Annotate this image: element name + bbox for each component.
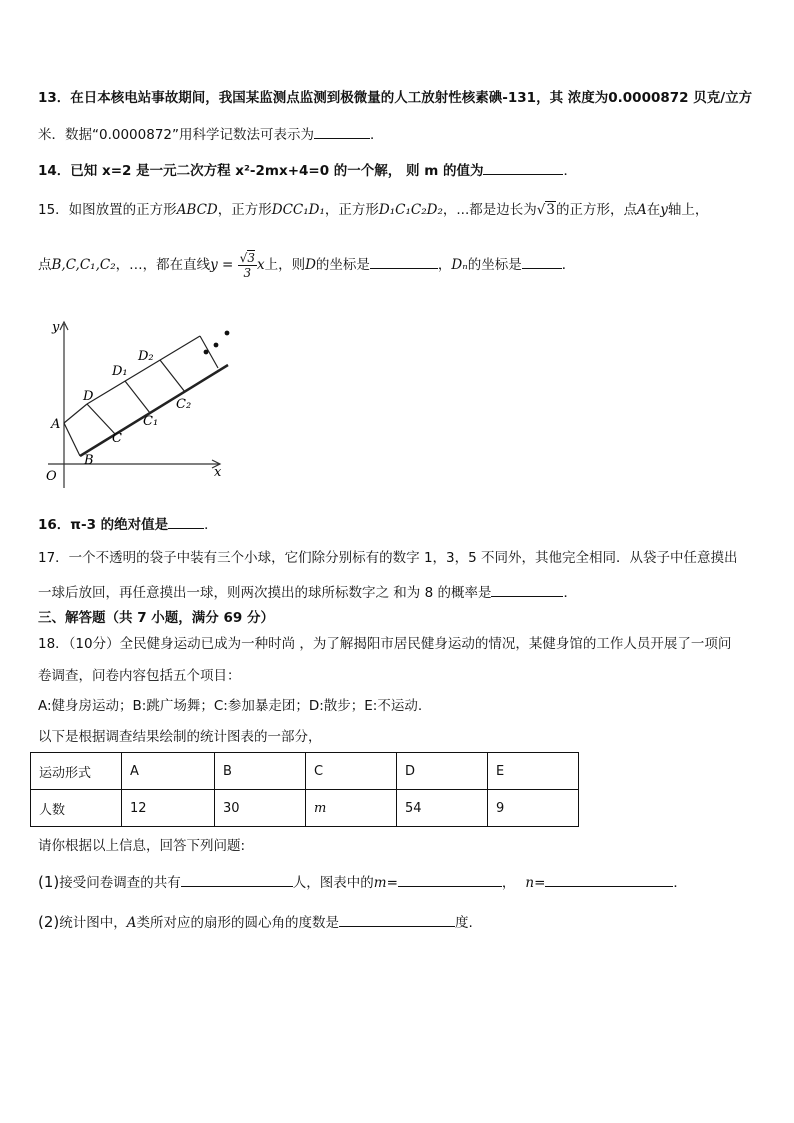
point-a-label: A (636, 202, 647, 218)
q18-options: A:健身房运动；B:跳广场舞；C:参加暴走团；D:散步；E:不运动. (38, 698, 423, 714)
q18-sub1 (38, 872, 687, 893)
side-next (200, 336, 218, 368)
q18-text-1: 18．（10分）全民健身运动已成为一种时尚 ，为了解揭阳市居民健身运动的情况，某健身馆的工作人员开展了一项问 (38, 636, 732, 652)
sub1-number: (1) (38, 873, 60, 891)
q15-text-d: ，...都是边长为 (442, 202, 537, 218)
sub1-text-b: 人，图表中的 (292, 875, 374, 891)
fraction-sqrt3-over-3: $\frac{√3}{3}$ (239, 250, 255, 280)
square-d1c1c2d2-label: D₁C₁C₂D₂ (378, 202, 443, 218)
table-cell: m (306, 790, 397, 827)
fig-label-o: O (46, 469, 57, 484)
sub2-blank-angle[interactable] (339, 912, 455, 927)
q14 (38, 160, 577, 181)
q15-line2 (38, 248, 575, 282)
sub1-comma: ， (501, 875, 516, 891)
table-header-cell: A (122, 753, 215, 790)
ellipsis-dot-1 (204, 350, 209, 355)
q17-period: ． (563, 585, 577, 601)
square-dcc1d1-label: DCC₁D₁ (271, 202, 325, 218)
sub2-a: A (126, 915, 137, 931)
q15-text-c: ，正方形 (324, 202, 379, 218)
ellipsis-dot-2 (214, 343, 219, 348)
table-row (31, 753, 579, 790)
table-cell: 54 (397, 790, 488, 827)
q15-text-g: 轴上， (667, 202, 709, 218)
q15-text-2e: ， (437, 257, 452, 273)
stats-table (30, 752, 579, 827)
square-abcd-label: ABCD (176, 202, 218, 218)
q18-line4 (38, 727, 322, 747)
q18-text-4: 以下是根据调查结果绘制的统计图表的一部分， (38, 729, 322, 745)
table-row (31, 790, 579, 827)
q17-line2 (38, 582, 577, 603)
eq-y: y = (210, 257, 234, 273)
q18-sub2 (38, 912, 473, 933)
q15-answer-blank-2[interactable] (522, 254, 562, 269)
sub1-blank-n[interactable] (545, 872, 673, 887)
q15-text-2f: 的坐标是 (467, 257, 522, 273)
q18-text-2: 卷调查，问卷内容包括五个项目： (38, 668, 241, 684)
fig-label-d2: D₂ (138, 349, 154, 364)
q15-text-2b: ，…，都在直线 (115, 257, 211, 273)
q13-period: ． (370, 127, 384, 143)
table-header-cell: 运动形式 (31, 753, 122, 790)
q15-text-e: 的正方形，点 (555, 202, 637, 218)
fig-label-c1: C₁ (143, 414, 159, 429)
table-cell: 9 (488, 790, 579, 827)
table-header-cell: D (397, 753, 488, 790)
q16-period: ． (204, 517, 218, 533)
sub2-text-a: 统计图中， (59, 915, 127, 931)
q18-text-5: 请你根据以上信息，回答下列问题: (38, 838, 246, 854)
q18-line5 (38, 836, 245, 856)
side-ab (64, 423, 80, 456)
fig-label-d1: D₁ (112, 364, 128, 379)
q17-line1 (38, 548, 738, 568)
sqrt-3: √3 (536, 202, 555, 218)
points-list: B,C,C₁,C₂ (51, 257, 116, 273)
sub2-text-b: 类所对应的扇形的圆心角的度数是 (136, 915, 339, 931)
q15-text-a: 15．如图放置的正方形 (38, 202, 177, 218)
section3-title: 三、解答题（共 7 小题，满分 69 分） (38, 610, 274, 626)
fig-label-y: y (52, 320, 60, 335)
q16-answer-blank[interactable] (168, 514, 204, 529)
q18-line1 (38, 634, 731, 654)
q14-text: 14．已知 x=2 是一元二次方程 x²-2mx+4=0 的一个解， 则 m 的值为 (38, 163, 484, 179)
q15-text-2d: 的坐标是 (315, 257, 370, 273)
q15-text-b: ，正方形 (217, 202, 272, 218)
fig-label-a: A (51, 417, 61, 432)
q15-answer-blank-1[interactable] (370, 254, 438, 269)
sub1-period: ． (673, 875, 687, 891)
table-cell: 12 (122, 790, 215, 827)
sub1-text-a: 接受问卷调查的共有 (59, 875, 181, 891)
q13-text: 13．在日本核电站事故期间，我国某监测点监测到极微量的人工放射性核素碘-131，其 浓度为0.0000872 贝克/立方 (38, 90, 753, 106)
q15-text-2a: 点 (38, 257, 52, 273)
table-row-label: 人数 (31, 790, 122, 827)
q15-line1 (38, 200, 708, 220)
q18-line2 (38, 666, 241, 686)
q13-answer-blank[interactable] (314, 124, 370, 139)
sub1-m: m (373, 875, 387, 891)
side-ad (64, 404, 87, 423)
q17-answer-blank[interactable] (491, 582, 563, 597)
sub1-eq-2: = (534, 875, 546, 891)
fig-label-b: B (84, 453, 94, 468)
q17-text-2: 一球后放回，再任意摸出一球，则两次摸出的球所标数字之 和为 8 的概率是 (38, 585, 492, 601)
line-y-sqrt3-over-3-x (80, 365, 228, 456)
fig-label-c2: C₂ (176, 397, 192, 412)
point-dn-label: Dₙ (451, 257, 468, 273)
q16 (38, 514, 218, 535)
table-header-cell: E (488, 753, 579, 790)
ellipsis-dot-3 (225, 331, 230, 336)
q14-period: ． (563, 163, 577, 179)
squares-figure (40, 318, 240, 493)
q14-answer-blank[interactable] (483, 160, 563, 175)
sub2-text-c: 度. (455, 915, 473, 931)
q13-line2 (38, 124, 384, 145)
section-heading (38, 608, 274, 628)
table-header-cell: C (306, 753, 397, 790)
sub1-blank-total[interactable] (181, 872, 293, 887)
sub1-blank-m[interactable] (398, 872, 502, 887)
q15-text-2c: 上，则 (264, 257, 306, 273)
y-axis-label: y (660, 202, 668, 218)
point-d-label: D (305, 257, 316, 273)
table-cell: 30 (215, 790, 306, 827)
q16-text: 16．π-3 的绝对值是 (38, 517, 169, 533)
side-d2c2 (160, 360, 185, 392)
fig-label-c: C (112, 431, 122, 446)
sub1-n: n (525, 875, 535, 891)
q17-text: 17．一个不透明的袋子中装有三个小球，它们除分别标有的数字 1，3，5 不同外，其他完全相同．从袋子中任意摸出 (38, 550, 738, 566)
q18-line3 (38, 696, 422, 716)
side-d1c1 (125, 381, 150, 413)
q13-text-2: 米．数据“0.0000872”用科学记数法可表示为 (38, 127, 314, 143)
q15-text-f: 在 (646, 202, 661, 218)
eq-x: x (256, 257, 265, 273)
q15-text-2g: ． (561, 257, 576, 273)
sub2-number: (2) (38, 913, 60, 931)
fig-label-d: D (83, 389, 94, 404)
sub1-eq: = (386, 875, 398, 891)
table-header-cell: B (215, 753, 306, 790)
fig-label-x: x (214, 465, 222, 480)
q13-line1 (38, 88, 752, 108)
